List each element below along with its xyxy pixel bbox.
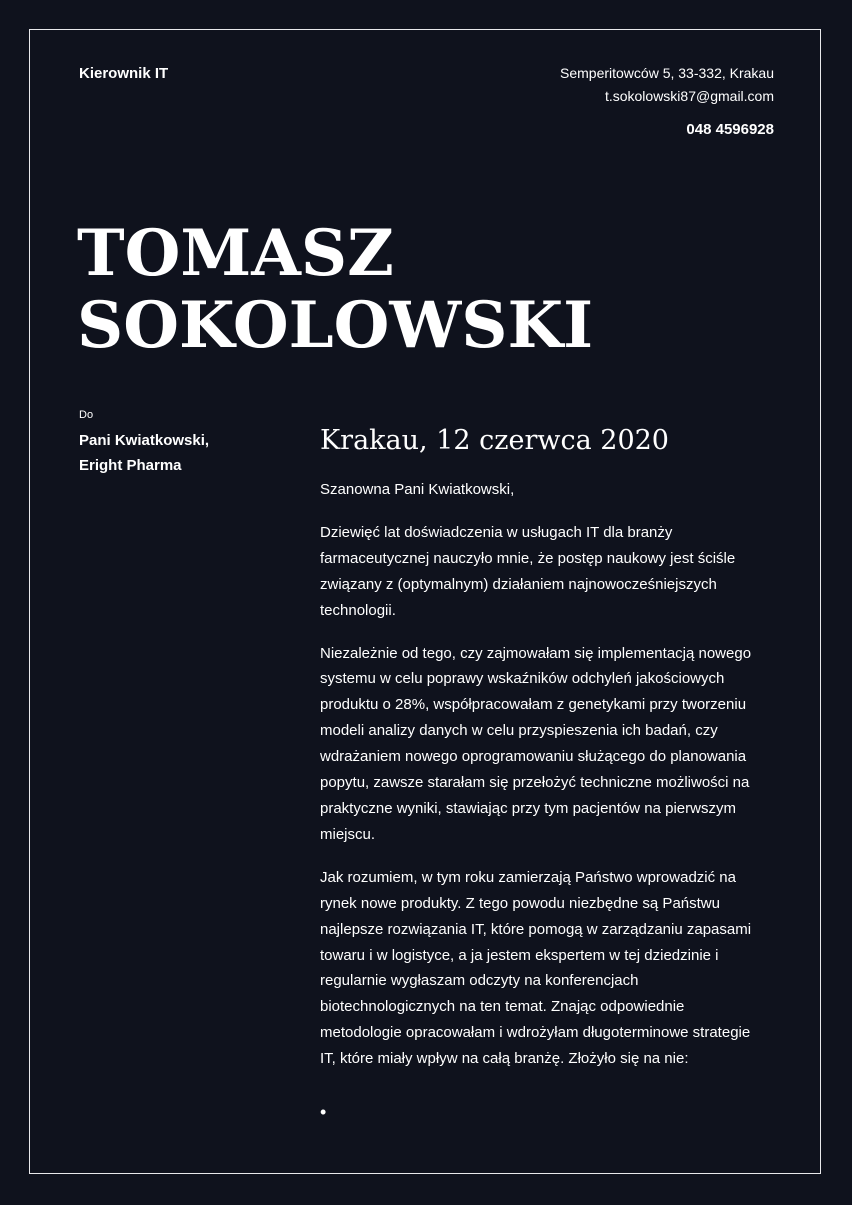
recipient-name: Pani Kwiatkowski,	[79, 432, 210, 449]
applicant-name	[77, 218, 593, 362]
letter-date: Krakau, 12 czerwca 2020	[320, 425, 669, 456]
email[interactable]: t.sokolowski87@gmail.com	[604, 88, 774, 104]
bullet-point: •	[320, 1102, 327, 1122]
recipient-label: Do	[79, 409, 94, 421]
letter-body	[320, 477, 760, 1089]
recipient-block	[79, 428, 209, 478]
paragraph: Dziewięć lat doświadczenia w usługach IT dla branży farmaceutycznej nauczyło mnie, że postęp naukowy jest ściśle związany z (optymalnym) działaniem najnowocześniejszych technologii.	[320, 523, 736, 619]
job-title: Kierownik IT	[79, 65, 169, 82]
last-name: SOKOLOWSKI	[77, 288, 594, 363]
phone[interactable]: 048 4596928	[686, 121, 774, 138]
address: Semperitowców 5, 33-332, Krakau	[560, 65, 774, 81]
recipient-company: Eright Pharma	[79, 457, 182, 474]
first-name: TOMASZ	[77, 216, 394, 291]
paragraph: Jak rozumiem, w tym roku zamierzają Państwo wprowadzić na rynek nowe produkty. Z tego powodu niezbędne są Państwu najlepsze rozwiązania IT, które pomogą w zarządzaniu zapasami towaru i w logistyce, a ja jestem ekspertem w tej dziedzinie i regularnie wygłaszam odczyty na konferencjach biotechnologicznych na ten temat. Znając odpowiednie metodologie opracowałam i wdrożyłam długoterminowe strategie IT, które miały wpływ na całą branżę. Złożyło się na nie:	[320, 868, 752, 1068]
salutation: Szanowna Pani Kwiatkowski,	[320, 481, 515, 498]
paragraph: Niezależnie od tego, czy zajmowałam się implementacją nowego systemu w celu poprawy wskaźników odchyleń jakościowych produktu o 28%, współpracowałam z genetykami przy tworzeniu modeli analizy danych w celu przyspieszenia ich badań, czy wdrażaniem nowego oprogramowaniu służącego do planowania popytu, zawsze starałam się przełożyć techniczne możliwości na praktyczne wyniki, stawiając przy tym pacjentów na pierwszym miejscu.	[320, 644, 752, 843]
contact-block	[560, 62, 774, 141]
